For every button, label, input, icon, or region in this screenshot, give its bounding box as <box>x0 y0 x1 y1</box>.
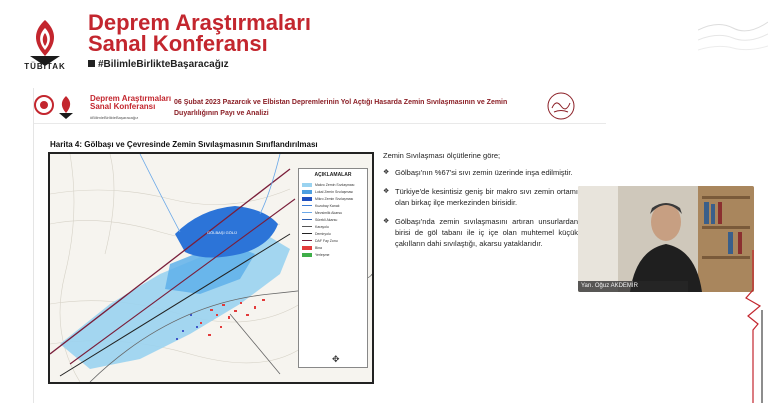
legend-label: Yerleşme <box>315 252 330 257</box>
banner-hashtag <box>88 59 229 70</box>
legend-swatch <box>302 226 312 227</box>
bullet-text: Gölbaşı'nda zemin sıvılaşmasını artıran unsurlardan birisi de göl tabanı ile iç içe olan muhtemel küçük çakılların dahi sıvılaştığı, akarsu yataklarıdır. <box>395 217 578 248</box>
legend-item <box>302 202 364 209</box>
webcam-video <box>578 186 754 292</box>
slide-conf-line2: Sanal Konferansı <box>90 102 156 111</box>
speaker-name-label: Yarı. Oğuz AKDEMİR <box>578 281 688 292</box>
conference-banner <box>0 0 768 86</box>
slide-header <box>34 88 606 124</box>
square-bullet-icon <box>88 60 95 67</box>
legend-item <box>302 216 364 223</box>
seismic-stripes-decoration <box>698 0 768 86</box>
legend-label: Demiryolu <box>315 231 331 236</box>
road-line <box>230 314 280 374</box>
banner-title-line1: Deprem Araştırmaları <box>88 10 311 35</box>
bullet-item <box>383 186 578 208</box>
legend-swatch <box>302 197 312 201</box>
banner-hashtag-text: #BilimleBirlikteBaşaracağız <box>98 59 229 70</box>
banner-title <box>88 12 311 54</box>
legend-swatch <box>302 212 312 213</box>
legend-label: Karayolu <box>315 224 329 229</box>
speaker-webcam <box>578 186 754 292</box>
macro-liquefaction-zone <box>60 234 290 369</box>
presentation-slide <box>33 88 605 403</box>
railway-line <box>60 234 290 376</box>
bullets-intro: Zemin Sıvılaşması ölçütlerine göre; <box>383 151 501 160</box>
legend-item <box>302 188 364 195</box>
diamond-bullet-icon: ❖ <box>383 188 390 195</box>
slide-title: 06 Şubat 2023 Pazarcık ve Elbistan Depremlerinin Yol Açtığı Hasarda Zemin Sıvılaşmasının ve Zemin Duyarlılığının Payı ve Analizi <box>174 99 508 117</box>
legend-swatch <box>302 246 312 250</box>
stream-line <box>140 154 180 232</box>
bullet-text: Gölbaşı'nın %67'si sıvı zemin üzerinde inşa edilmiştir. <box>395 168 573 177</box>
slide-conf-hashtag: #BilimleBirlikteBaşaracağız <box>90 115 139 120</box>
legend-swatch <box>302 190 312 194</box>
seismograph-decoration <box>738 250 768 403</box>
tubitak-small-logo <box>56 94 76 120</box>
bullet-text: Türkiye'de kesintisiz geniş bir makro sıvı zemin ortamı olan birkaç ilçe merkezinden birisidir. <box>395 187 578 207</box>
slide-conference-name <box>90 95 171 111</box>
legend-item <box>302 209 364 216</box>
legend-item <box>302 251 364 258</box>
legend-label: Mevsimlik Akarsu <box>315 210 343 215</box>
legend-label: Kuzubay Kanalı <box>315 203 340 208</box>
legend-swatch <box>302 205 312 206</box>
compass-icon: ✥ <box>332 354 340 364</box>
legend-label: DAF Fay Zonu <box>315 238 338 243</box>
conference-ring-logo <box>34 91 54 119</box>
map-legend <box>298 168 368 368</box>
tubitak-logo-text: TÜBİTAK <box>24 62 66 71</box>
liquefaction-map <box>48 152 374 384</box>
bullet-item <box>383 167 578 178</box>
legend-swatch <box>302 219 312 220</box>
calligraphy-seal-icon <box>546 91 576 121</box>
legend-title: AÇIKLAMALAR <box>314 172 352 178</box>
legend-item <box>302 195 364 202</box>
legend-item <box>302 244 364 251</box>
banner-title-line2: Sanal Konferansı <box>88 31 268 56</box>
diamond-bullet-icon: ❖ <box>383 169 390 176</box>
legend-swatch <box>302 233 312 234</box>
legend-label: Mikro Zemin Sıvılaşması <box>315 196 354 201</box>
map-heading: Harita 4: Gölbaşı ve Çevresinde Zemin Sıvılaşmasının Sınıflandırılması <box>50 140 318 149</box>
bullet-item <box>383 216 578 249</box>
legend-items <box>302 181 364 258</box>
legend-label: Lokal Zemin Sıvılaşması <box>315 189 354 194</box>
slide-conf-line1: Deprem Araştırmaları <box>90 94 172 103</box>
legend-item <box>302 181 364 188</box>
legend-swatch <box>302 240 312 241</box>
legend-swatch <box>302 253 312 257</box>
slide-bullet-text <box>383 150 578 257</box>
legend-item <box>302 237 364 244</box>
lake-label: GÖLBAŞI GÖLÜ <box>207 230 238 235</box>
diamond-bullet-icon: ❖ <box>383 218 390 225</box>
legend-label: Makro Zemin Sıvılaşması <box>315 182 355 187</box>
legend-item <box>302 230 364 237</box>
legend-label: Bina <box>315 245 323 250</box>
legend-item <box>302 223 364 230</box>
legend-swatch <box>302 183 312 187</box>
legend-label: Sürekli Akarsu <box>315 217 338 222</box>
